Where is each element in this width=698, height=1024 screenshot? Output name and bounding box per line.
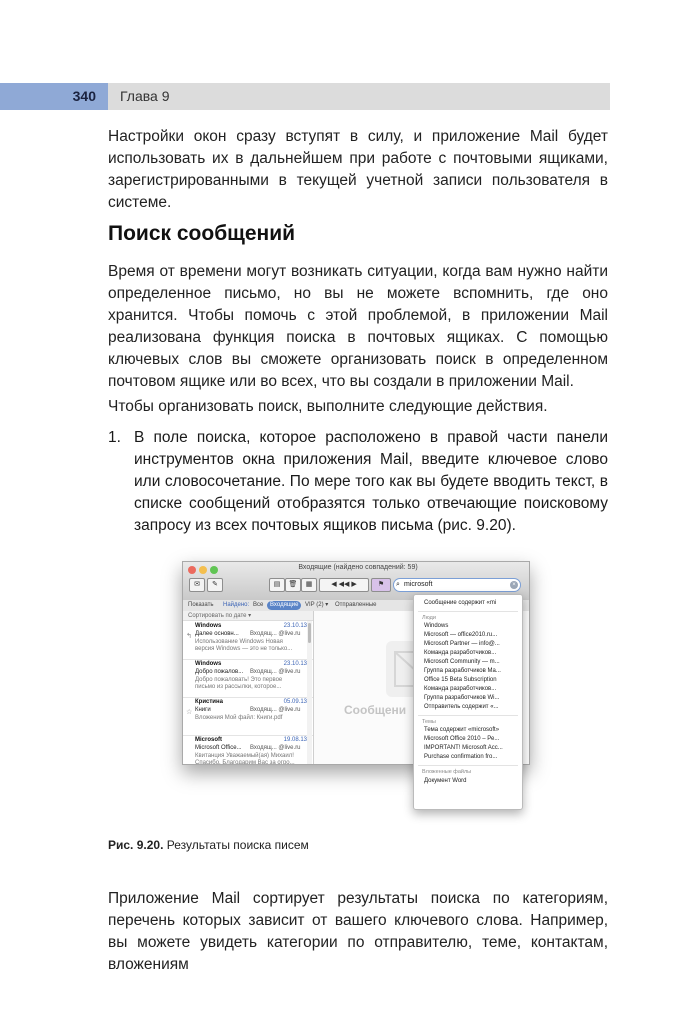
- clear-search-icon[interactable]: ×: [510, 581, 518, 589]
- message-mailbox: Входящ... @live.ru: [250, 631, 301, 637]
- intro-paragraph: Настройки окон сразу вступят в силу, и приложение Mail будет использовать их в дальнейшем при работе с почтовыми ящиками, зарегистрированными в текущей учетной записи пользователя в системе.: [108, 128, 608, 211]
- message-mailbox: Входящ... @live.ru: [250, 669, 301, 675]
- caption-label: Рис. 9.20.: [108, 838, 164, 852]
- no-message-text: Сообщени: [344, 703, 407, 717]
- divider: [418, 765, 518, 766]
- suggestion-topic[interactable]: Microsoft Office 2010 – Ре...: [424, 736, 500, 742]
- suggestion-person[interactable]: Команда разработчиков...: [424, 650, 497, 656]
- message-date: 05.09.13: [283, 699, 307, 705]
- fav-show[interactable]: Показать: [188, 602, 214, 608]
- message-subject: Добро пожалов...: [195, 669, 244, 675]
- archive-icon[interactable]: ▤: [269, 578, 285, 592]
- scroll-thumb[interactable]: [308, 623, 311, 643]
- message-date: 23.10.13: [283, 661, 307, 667]
- suggestion-person[interactable]: Office 15 Beta Subscription: [424, 677, 497, 683]
- list-number: 1.: [108, 429, 121, 446]
- trash-icon[interactable]: 🗑: [285, 578, 301, 592]
- topics-header: Темы: [422, 719, 436, 725]
- message-subject: Microsoft Office...: [195, 745, 242, 751]
- suggestion-person[interactable]: Microsoft Community — m...: [424, 659, 500, 665]
- flag-icon[interactable]: ⚑: [371, 578, 391, 592]
- suggestion-person[interactable]: Команда разработчиков...: [424, 686, 497, 692]
- chapter-title: Глава 9: [120, 88, 170, 104]
- fav-found: Найдено:: [223, 602, 250, 608]
- star-icon: ☆: [186, 709, 193, 716]
- message-mailbox: Входящ... @live.ru: [250, 745, 301, 751]
- message-from: Windows: [195, 661, 222, 667]
- search-suggestions-dropdown: [413, 594, 523, 810]
- junk-icon[interactable]: ▦: [301, 578, 317, 592]
- sort-control[interactable]: Сортировать по дате ▾: [183, 611, 313, 621]
- message-date: 23.10.13: [283, 623, 307, 629]
- compose-icon[interactable]: ✎: [207, 578, 223, 592]
- suggestion-person[interactable]: Группа разработчиков Wi...: [424, 695, 500, 701]
- message-preview: Использование Windows Новая версия Windows — это не только...: [195, 639, 293, 652]
- message-from: Кристина: [195, 699, 223, 705]
- mail-screenshot-figure: [182, 561, 528, 813]
- message-preview: Добро пожаловать! Это первое письмо из рассылки, которое...: [195, 677, 283, 690]
- caption-text: Результаты поиска писем: [163, 838, 309, 852]
- message-subject: Далее основн...: [195, 631, 239, 637]
- divider: [418, 715, 518, 716]
- message-row[interactable]: [183, 735, 313, 765]
- page-header: [0, 83, 610, 110]
- paragraph-3: Приложение Mail сортирует результаты поиска по категориям, перечень которых зависит от вашего ключевого слова. Например, вы можете увидеть категории по отправителю, теме, контактам, вложениям: [108, 890, 608, 973]
- close-icon[interactable]: [188, 566, 196, 574]
- message-preview: Вложения Мой файл: Книги.pdf: [195, 715, 283, 721]
- suggestion-attachment[interactable]: Документ Word: [424, 778, 467, 784]
- suggestion-person[interactable]: Microsoft — office2010.ru...: [424, 632, 498, 638]
- message-from: Microsoft: [195, 737, 222, 743]
- message-list: [183, 611, 314, 764]
- paragraph-2: Чтобы организовать поиск, выполните следующие действия.: [108, 398, 548, 415]
- search-input[interactable]: [393, 578, 521, 592]
- suggestion-topic[interactable]: IMPORTANT! Microsoft Acc...: [424, 745, 503, 751]
- suggestion-person[interactable]: Microsoft Partner — info@...: [424, 641, 500, 647]
- suggestion-topic[interactable]: Тема содержит «microsoft»: [424, 727, 500, 733]
- search-query: microsoft: [404, 581, 433, 588]
- fav-inbox[interactable]: Входящие: [267, 601, 301, 610]
- replied-icon: ↰: [186, 633, 192, 640]
- zoom-icon[interactable]: [210, 566, 218, 574]
- window-title: Входящие (найдено совпадений: 59): [298, 564, 418, 571]
- fav-vip[interactable]: VIP (2) ▾: [305, 602, 329, 608]
- page-number: 340: [72, 88, 96, 104]
- suggestion-person[interactable]: Группа разработчиков Ма...: [424, 668, 501, 674]
- reply-forward-icon[interactable]: ◀ ◀◀ ▶: [319, 578, 369, 592]
- divider: [418, 611, 518, 612]
- message-row[interactable]: [183, 697, 313, 736]
- message-subject: Книги: [195, 707, 211, 713]
- get-mail-icon[interactable]: ✉: [189, 578, 205, 592]
- fav-all[interactable]: Все: [253, 602, 264, 608]
- suggestion-person[interactable]: Отправитель содержит «...: [424, 704, 499, 710]
- message-row[interactable]: [183, 621, 313, 660]
- suggestion-message-contains[interactable]: Сообщение содержит «mi: [424, 600, 497, 606]
- fav-sent[interactable]: Отправленные: [335, 602, 377, 608]
- message-mailbox: Входящ... @live.ru: [250, 707, 301, 713]
- section-title: Поиск сообщений: [108, 222, 296, 245]
- list-item-text: В поле поиска, которое расположено в правой части панели инструментов окна приложения Mail, введите ключевое слово или словосочетание. По мере того как вы будете вводить текст, в списке сообщений отобразятся только отвечающие поисковому запросу из всех почтовых ящиков письма (рис. 9.20).: [134, 429, 608, 534]
- message-preview: Квитанция Уважаемый(ая) Михаил! Спасибо. Благодарим Вас за огро...: [195, 753, 295, 765]
- minimize-icon[interactable]: [199, 566, 207, 574]
- message-from: Windows: [195, 623, 222, 629]
- suggestion-topic[interactable]: Purchase confirmation fro...: [424, 754, 498, 760]
- people-header: Люди: [422, 615, 436, 621]
- attachments-header: Вложенные файлы: [422, 769, 472, 775]
- list-scrollbar[interactable]: [307, 621, 312, 764]
- message-date: 19.08.13: [283, 737, 307, 743]
- paragraph-1: Время от времени могут возникать ситуации, когда вам нужно найти определенное письмо, но вы не можете вспомнить, где оно хранится. Чтобы помочь с этой проблемой, в приложении Mail реализована функция поиска в почтовых ящиках. С помощью ключевых слов вы сможете организовать поиск в определенном почтовом ящике или во всех, что вы создали в приложении Mail.: [108, 263, 608, 390]
- message-row[interactable]: [183, 659, 313, 698]
- suggestion-person[interactable]: Windows: [424, 623, 449, 629]
- search-icon: ⌕: [396, 581, 400, 588]
- page-number-block: [0, 83, 108, 110]
- figure-caption: [108, 838, 309, 852]
